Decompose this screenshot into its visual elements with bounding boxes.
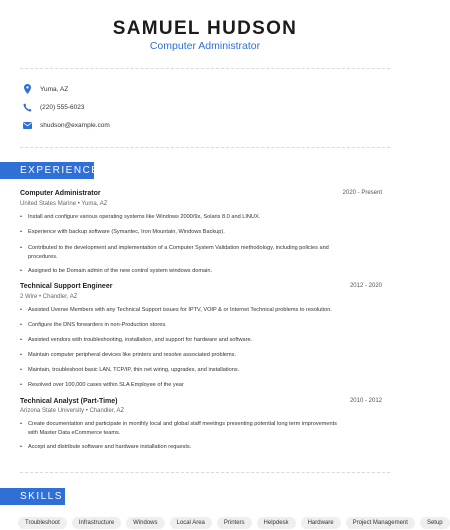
skill-tag: Troubleshoot [18,517,67,529]
bullet-item: • Assisted Uverse Members with any Technical Support issues for IPTV, VOIP & or Internet Technical problems to resolution. [20,306,345,315]
company-location: Chandler, AZ [89,408,125,414]
skill-tag: Setup [420,517,450,529]
divider [20,147,390,148]
location-pin-icon [22,84,32,94]
divider [20,472,390,473]
section-heading-skills: SKILLS [0,488,65,505]
skill-tag: Infrastructure [72,517,121,529]
company-name: 2 Wire [20,294,38,300]
divider [20,68,390,69]
bullet-item: • Maintain, troubleshoot basic LAN, TCP/IP, thin net wiring, upgrades, and installations. [20,366,345,375]
contact-location-text: Yuma, AZ [40,85,69,93]
role-dates: 2012 - 2020 [349,283,382,289]
contact-phone [22,100,84,114]
contact-phone-text: (220) 555-6023 [40,103,85,111]
bullet-item: • Assisted vendors with troubleshooting, installation, and support for hardware and software. [20,336,345,345]
experience-entry [20,398,382,408]
contact-location [22,82,68,96]
section-heading-experience: EXPERIENCE [0,162,94,179]
bullet-item: • Accept and distribute software and hardware installation requests. [20,443,345,452]
bullet-item: • Create documentation and participate in monthly local and global staff meetings presenting potential long term improvements with Master Data eCommerce teams. [20,420,345,438]
contact-email-text[interactable]: shudson@example.com [40,121,110,129]
bullet-item: • Maintain computer peripheral devices like printers and resolve associated problems. [20,351,345,360]
role-dates: 2020 - Present [342,190,382,196]
phone-icon [22,102,32,112]
skill-tag: Helpdesk [257,517,296,529]
role-employer: Arizona State University • Chandler, AZ [20,408,125,414]
bullet-item: • Contributed to the development and implementation of a Computer System Validation methodology, including policies and procedures. [20,244,345,262]
bullet-item: • Experience with backup software (Symantec, Iron Mountain, Windows Backup). [20,228,345,237]
job-title: Computer Administrator [149,40,261,52]
experience-entry [20,283,382,293]
skill-tag: Hardware [301,517,341,529]
skill-tag: Windows [126,517,164,529]
skill-tag: Local Area [170,517,212,529]
experience-entry [20,190,382,200]
company-location: Chandler, AZ [42,294,78,300]
bullet-item: • Assigned to be Domain admin of the new control system windows domain. [20,267,345,276]
candidate-name: SAMUEL HUDSON [112,18,298,39]
skills-list [18,517,450,529]
bullet-item: • Resolved over 100,000 cases within SLA Employee of the year [20,381,345,390]
contact-email[interactable] [22,118,110,132]
skill-tag: Printers [217,517,252,529]
role-title: Technical Analyst (Part-Time) [20,398,118,405]
company-name: Arizona State University [20,408,85,414]
bullet-item: • Configure the DNS forwarders in non-Production stores. [20,321,345,330]
email-icon [22,120,32,130]
role-dates: 2010 - 2012 [349,398,382,404]
skill-tag: Project Management [346,517,415,529]
company-name: United States Marine [20,201,77,207]
company-location: Yuma, AZ [81,201,108,207]
role-title: Computer Administrator [20,190,101,197]
role-employer: 2 Wire • Chandler, AZ [20,294,78,300]
role-title: Technical Support Engineer [20,283,113,290]
role-employer: United States Marine • Yuma, AZ [20,201,108,207]
bullet-item: • Install and configure various operating systems like Windows 2000/9x, Solaris 8.0 and LINUX. [20,213,345,222]
